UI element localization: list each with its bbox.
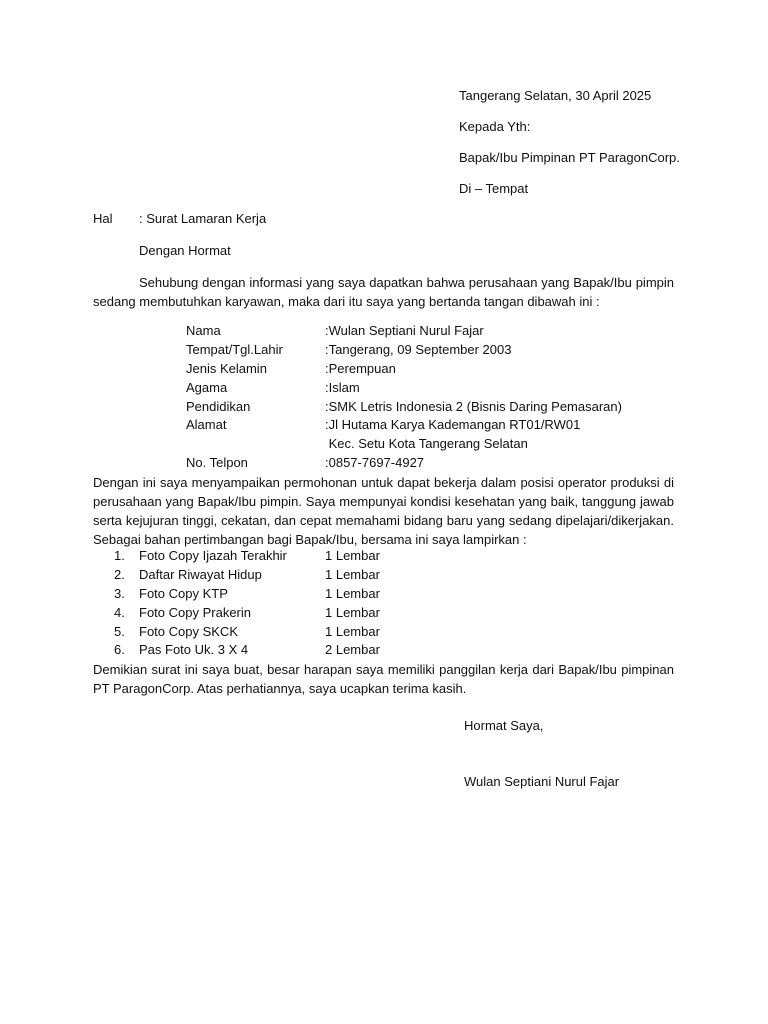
closing-paragraph: Demikian surat ini saya buat, besar harapan saya memiliki panggilan kerja dari Bapak/Ibu pimpinan PT ParagonCorp. Atas perhatiannya, saya ucapkan terima kasih. <box>93 662 674 696</box>
list-item-qty: 1 Lembar <box>325 605 380 620</box>
identity-label: Jenis Kelamin <box>186 361 267 376</box>
identity-value: :0857-7697-4927 <box>325 455 425 470</box>
subject-label: Hal <box>93 211 113 226</box>
list-number: 6. <box>114 642 125 657</box>
list-item-label: Foto Copy Ijazah Terakhir <box>139 548 287 563</box>
list-item-qty: 1 Lembar <box>325 586 380 601</box>
identity-label: No. Telpon <box>186 455 248 470</box>
list-number: 4. <box>114 605 125 620</box>
place-date: Tangerang Selatan, 30 April 2025 <box>459 88 652 103</box>
list-item-qty: 2 Lembar <box>325 642 380 657</box>
recipient-name: Bapak/Ibu Pimpinan PT ParagonCorp. <box>459 150 680 165</box>
identity-label: Alamat <box>186 417 227 432</box>
list-number: 1. <box>114 548 125 563</box>
list-number: 5. <box>114 624 125 639</box>
subject-value: : Surat Lamaran Kerja <box>139 211 267 226</box>
identity-value: :Tangerang, 09 September 2003 <box>325 342 512 357</box>
identity-value: :Perempuan <box>325 361 396 376</box>
list-item-qty: 1 Lembar <box>325 567 380 582</box>
identity-value: :Jl Hutama Karya Kademangan RT01/RW01 <box>325 417 581 432</box>
identity-label: Agama <box>186 380 228 395</box>
identity-label: Nama <box>186 323 221 338</box>
list-item-label: Daftar Riwayat Hidup <box>139 567 262 582</box>
identity-value: :SMK Letris Indonesia 2 (Bisnis Daring Pemasaran) <box>325 399 622 414</box>
identity-value: :Wulan Septiani Nurul Fajar <box>325 323 484 338</box>
greeting: Dengan Hormat <box>139 243 231 258</box>
list-number: 2. <box>114 567 125 582</box>
list-item-label: Pas Foto Uk. 3 X 4 <box>139 642 249 657</box>
list-item-label: Foto Copy Prakerin <box>139 605 251 620</box>
identity-value: :Islam <box>325 380 360 395</box>
signature-salutation: Hormat Saya, <box>464 718 544 733</box>
identity-label: Pendidikan <box>186 399 251 414</box>
list-number: 3. <box>114 586 125 601</box>
recipient-location: Di – Tempat <box>459 181 529 196</box>
intro-paragraph: Sehubung dengan informasi yang saya dapatkan bahwa perusahaan yang Bapak/Ibu pimpin sedang membutuhkan karyawan, maka dari itu saya yang bertanda tangan dibawah ini : <box>93 275 674 309</box>
recipient-salutation: Kepada Yth: <box>459 119 531 134</box>
identity-value: Kec. Setu Kota Tangerang Selatan <box>325 436 528 451</box>
list-item-label: Foto Copy KTP <box>139 586 228 601</box>
body-paragraph: Dengan ini saya menyampaikan permohonan untuk dapat bekerja dalam posisi operator produksi di perusahaan yang Bapak/Ibu pimpin. Saya mempunyai kondisi kesehatan yang baik, tanggung jawab serta kejujuran tinggi, cekatan, dan cepat memahami bidang baru yang sedang dipelajari/dikerjakan. Sebagai bahan pertimbangan bagi Bapak/Ibu, bersama ini saya lampirkan : <box>93 475 674 547</box>
list-item-qty: 1 Lembar <box>325 548 380 563</box>
identity-label: Tempat/Tgl.Lahir <box>186 342 283 357</box>
signature-name: Wulan Septiani Nurul Fajar <box>464 774 620 789</box>
list-item-qty: 1 Lembar <box>325 624 380 639</box>
list-item-label: Foto Copy SKCK <box>139 624 238 639</box>
